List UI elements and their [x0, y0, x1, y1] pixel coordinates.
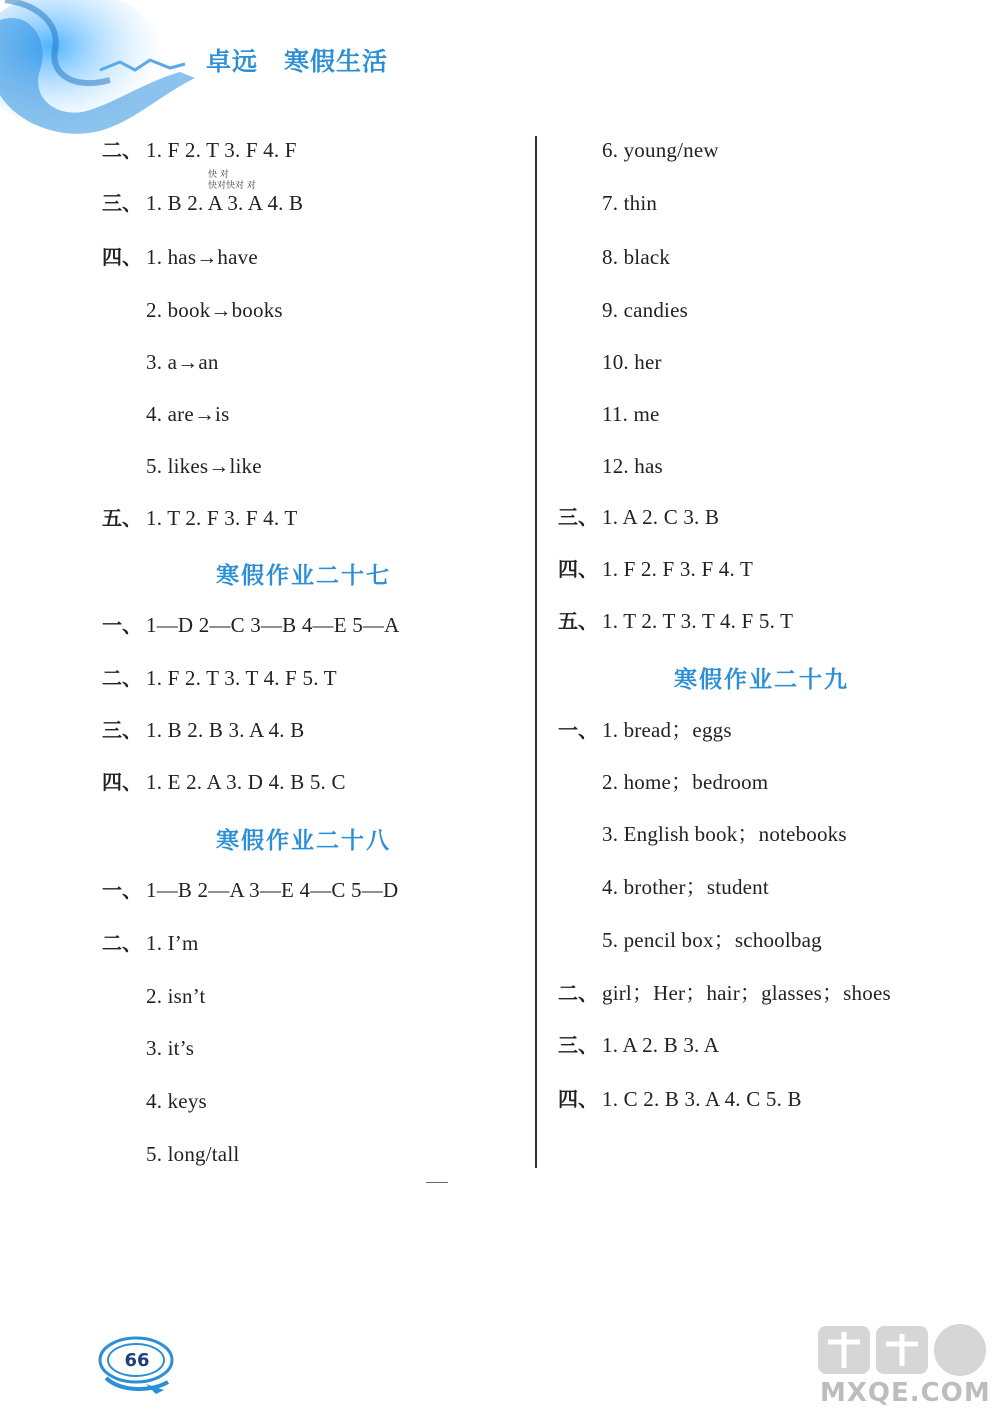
answer-line: 四、 1. E 2. A 3. D 4. B 5. C: [102, 770, 346, 794]
answer-line: 四、 1. C 2. B 3. A 4. C 5. B: [558, 1087, 802, 1111]
answer-line: 11. me: [602, 402, 660, 426]
answer-line: 4. keys: [146, 1089, 207, 1113]
book-title: 寒假生活: [284, 47, 389, 76]
answer-line: 12. has: [602, 454, 663, 478]
answer-line: 2. isn’t: [146, 984, 206, 1008]
small-stamp-note: [208, 170, 256, 192]
answer-line: 9. candies: [602, 298, 688, 322]
answer-line: 5. long/tall: [146, 1142, 240, 1166]
answer-line: 2. book→books: [146, 298, 283, 322]
note-line-1: 快 对: [208, 170, 229, 180]
answer-line: 三、 1. B 2. B 3. A 4. B: [102, 718, 305, 742]
answer-line: 三、 1. B 2. A 3. A 4. B: [102, 191, 304, 215]
note-line-2: 快对快对 对: [208, 181, 256, 191]
answer-line: 四、 1. has→have: [102, 245, 258, 269]
column-divider: [535, 136, 537, 1168]
header-brand: [206, 42, 388, 78]
section-heading: 寒假作业二十九: [674, 667, 849, 693]
answer-line: 二、 1. F 2. T 3. F 4. F: [102, 138, 297, 162]
answer-line: 3. English book；notebooks: [602, 822, 847, 846]
answer-line: 4. are→is: [146, 402, 230, 426]
section-heading: 寒假作业二十七: [216, 563, 391, 589]
answer-line: 二、 1. I’m: [102, 931, 199, 955]
answer-line: 6. young/new: [602, 138, 719, 162]
page-number: 66: [124, 1350, 150, 1371]
answer-line: 二、 girl；Her；hair；glasses；shoes: [558, 981, 891, 1005]
watermark-text: MXQE.COM: [820, 1378, 991, 1408]
answer-line: 一、 1. bread；eggs: [558, 718, 732, 742]
answer-line: 三、 1. A 2. C 3. B: [558, 505, 720, 529]
answer-line: 5. pencil box；schoolbag: [602, 928, 822, 952]
answer-line: 3. it’s: [146, 1036, 195, 1060]
answer-line: 5. likes→like: [146, 454, 262, 478]
answer-line: 2. home；bedroom: [602, 770, 769, 794]
answer-line: 8. black: [602, 245, 671, 269]
answer-line: 一、 1—B 2—A 3—E 4—C 5—D: [102, 878, 399, 902]
answer-line: 四、 1. F 2. F 3. F 4. T: [558, 557, 754, 581]
answer-line: 五、 1. T 2. F 3. F 4. T: [102, 506, 298, 530]
answer-line: 一、 1—D 2—C 3—B 4—E 5—A: [102, 613, 400, 637]
answer-line: 7. thin: [602, 191, 658, 215]
answer-line: 4. brother；student: [602, 875, 769, 899]
answer-line: 3. a→an: [146, 350, 219, 374]
answer-line: 五、 1. T 2. T 3. T 4. F 5. T: [558, 609, 794, 633]
bottom-rule: [426, 1182, 448, 1183]
answer-line: 三、 1. A 2. B 3. A: [558, 1033, 720, 1057]
answer-line: 10. her: [602, 350, 662, 374]
answer-line: 二、 1. F 2. T 3. T 4. F 5. T: [102, 666, 337, 690]
header-ink-decoration: [0, 0, 200, 150]
section-heading: 寒假作业二十八: [216, 828, 391, 854]
brand-name: 卓远: [206, 47, 259, 76]
